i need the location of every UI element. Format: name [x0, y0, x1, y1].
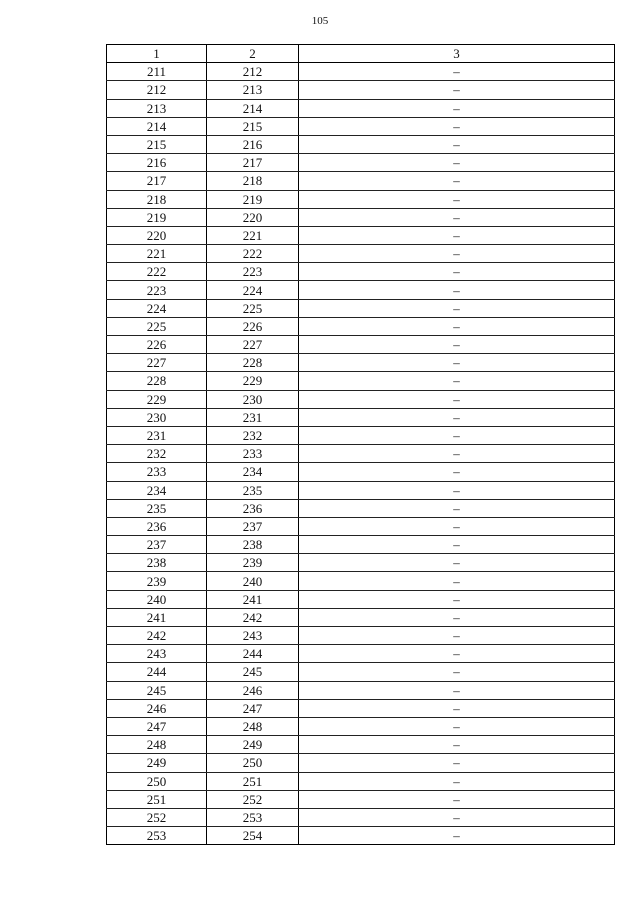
table-cell-col-1: 239	[107, 572, 207, 590]
table-cell-col-3: –	[299, 154, 615, 172]
table-cell-col-3: –	[299, 408, 615, 426]
table-cell-col-3: –	[299, 281, 615, 299]
table-cell-col-1: 247	[107, 717, 207, 735]
table-cell-col-3: –	[299, 827, 615, 845]
table-cell-col-1: 226	[107, 336, 207, 354]
table-cell-col-1: 245	[107, 681, 207, 699]
table-row	[107, 263, 615, 281]
table-row	[107, 99, 615, 117]
table-cell-col-1: 249	[107, 754, 207, 772]
table-cell-col-3: –	[299, 190, 615, 208]
table-cell-col-2: 253	[207, 808, 299, 826]
table-cell-col-1: 236	[107, 517, 207, 535]
table-cell-col-1: 222	[107, 263, 207, 281]
table-cell-col-2: 252	[207, 790, 299, 808]
table-cell-col-2: 245	[207, 663, 299, 681]
table-cell-col-2: 231	[207, 408, 299, 426]
table-cell-col-1: 233	[107, 463, 207, 481]
table-cell-col-3: –	[299, 135, 615, 153]
table-cell-col-3: –	[299, 608, 615, 626]
table-cell-col-1: 251	[107, 790, 207, 808]
table-row	[107, 481, 615, 499]
table-row	[107, 736, 615, 754]
table-cell-col-2: 229	[207, 372, 299, 390]
table-row	[107, 390, 615, 408]
table-cell-col-2: 242	[207, 608, 299, 626]
table-row	[107, 208, 615, 226]
table-row	[107, 536, 615, 554]
table-cell-col-2: 215	[207, 117, 299, 135]
table-cell-col-3: –	[299, 63, 615, 81]
table-row	[107, 627, 615, 645]
table-cell-col-1: 234	[107, 481, 207, 499]
table-cell-col-2: 238	[207, 536, 299, 554]
table-row	[107, 499, 615, 517]
table-cell-col-2: 230	[207, 390, 299, 408]
table-cell-col-1: 248	[107, 736, 207, 754]
table-row	[107, 245, 615, 263]
table-row	[107, 590, 615, 608]
table-cell-col-1: 230	[107, 408, 207, 426]
table-body	[107, 63, 615, 845]
table-cell-col-3: –	[299, 717, 615, 735]
table-cell-col-1: 213	[107, 99, 207, 117]
table-cell-col-1: 227	[107, 354, 207, 372]
table-cell-col-1: 211	[107, 63, 207, 81]
table-row	[107, 190, 615, 208]
table-cell-col-2: 221	[207, 226, 299, 244]
table-cell-col-3: –	[299, 354, 615, 372]
table-cell-col-1: 238	[107, 554, 207, 572]
table-cell-col-2: 236	[207, 499, 299, 517]
table-row	[107, 608, 615, 626]
table-cell-col-2: 239	[207, 554, 299, 572]
table-cell-col-2: 241	[207, 590, 299, 608]
table-cell-col-3: –	[299, 517, 615, 535]
table-cell-col-2: 250	[207, 754, 299, 772]
table-cell-col-1: 250	[107, 772, 207, 790]
table-cell-col-2: 218	[207, 172, 299, 190]
table-cell-col-2: 232	[207, 426, 299, 444]
table-cell-col-2: 249	[207, 736, 299, 754]
table-row	[107, 135, 615, 153]
table-cell-col-3: –	[299, 208, 615, 226]
table-cell-col-1: 235	[107, 499, 207, 517]
table-row	[107, 772, 615, 790]
table-cell-col-1: 220	[107, 226, 207, 244]
table-row	[107, 408, 615, 426]
table-row	[107, 372, 615, 390]
table-cell-col-1: 252	[107, 808, 207, 826]
table-row	[107, 226, 615, 244]
table-cell-col-1: 243	[107, 645, 207, 663]
table-cell-col-2: 220	[207, 208, 299, 226]
table-cell-col-1: 240	[107, 590, 207, 608]
header-row	[107, 45, 615, 63]
table-cell-col-2: 246	[207, 681, 299, 699]
table-cell-col-3: –	[299, 554, 615, 572]
table-cell-col-2: 225	[207, 299, 299, 317]
table-cell-col-2: 227	[207, 336, 299, 354]
table-cell-col-2: 228	[207, 354, 299, 372]
table-cell-col-1: 216	[107, 154, 207, 172]
table-row	[107, 81, 615, 99]
table-row	[107, 172, 615, 190]
data-table	[106, 44, 615, 845]
table-row	[107, 445, 615, 463]
table-cell-col-2: 216	[207, 135, 299, 153]
table-row	[107, 154, 615, 172]
table-cell-col-3: –	[299, 426, 615, 444]
table-cell-col-3: –	[299, 572, 615, 590]
table-cell-col-1: 242	[107, 627, 207, 645]
table-row	[107, 317, 615, 335]
table-cell-col-3: –	[299, 299, 615, 317]
table-cell-col-3: –	[299, 117, 615, 135]
page-number: 105	[311, 15, 329, 27]
column-header-2: 2	[207, 45, 299, 63]
table-row	[107, 681, 615, 699]
table-cell-col-2: 248	[207, 717, 299, 735]
table-cell-col-3: –	[299, 772, 615, 790]
table-cell-col-1: 221	[107, 245, 207, 263]
table-cell-col-2: 233	[207, 445, 299, 463]
table-row	[107, 645, 615, 663]
table-cell-col-3: –	[299, 499, 615, 517]
table-cell-col-1: 219	[107, 208, 207, 226]
table-row	[107, 554, 615, 572]
table-cell-col-1: 223	[107, 281, 207, 299]
table-cell-col-3: –	[299, 226, 615, 244]
table-cell-col-2: 222	[207, 245, 299, 263]
table-cell-col-3: –	[299, 790, 615, 808]
table-row	[107, 426, 615, 444]
table-cell-col-3: –	[299, 317, 615, 335]
table-cell-col-2: 214	[207, 99, 299, 117]
table-cell-col-2: 244	[207, 645, 299, 663]
table-cell-col-3: –	[299, 663, 615, 681]
table-cell-col-1: 232	[107, 445, 207, 463]
table-cell-col-3: –	[299, 390, 615, 408]
table-cell-col-3: –	[299, 645, 615, 663]
table-cell-col-2: 254	[207, 827, 299, 845]
table-cell-col-3: –	[299, 445, 615, 463]
table-row	[107, 336, 615, 354]
table-cell-col-2: 223	[207, 263, 299, 281]
table-cell-col-3: –	[299, 536, 615, 554]
table-cell-col-3: –	[299, 590, 615, 608]
table-row	[107, 281, 615, 299]
table-cell-col-1: 237	[107, 536, 207, 554]
table-cell-col-3: –	[299, 263, 615, 281]
table-cell-col-2: 243	[207, 627, 299, 645]
table-row	[107, 572, 615, 590]
table-row	[107, 663, 615, 681]
table-row	[107, 63, 615, 81]
table-cell-col-2: 212	[207, 63, 299, 81]
table-cell-col-3: –	[299, 754, 615, 772]
table-row	[107, 354, 615, 372]
table-cell-col-1: 217	[107, 172, 207, 190]
table-cell-col-3: –	[299, 172, 615, 190]
column-header-3: 3	[299, 45, 615, 63]
table-cell-col-1: 241	[107, 608, 207, 626]
table-cell-col-1: 218	[107, 190, 207, 208]
table-cell-col-3: –	[299, 681, 615, 699]
table-cell-col-3: –	[299, 81, 615, 99]
table-cell-col-3: –	[299, 372, 615, 390]
table-cell-col-3: –	[299, 808, 615, 826]
column-header-1: 1	[107, 45, 207, 63]
table-cell-col-2: 217	[207, 154, 299, 172]
table-row	[107, 790, 615, 808]
table-cell-col-2: 247	[207, 699, 299, 717]
table-cell-col-1: 215	[107, 135, 207, 153]
table-cell-col-1: 228	[107, 372, 207, 390]
table-cell-col-1: 214	[107, 117, 207, 135]
table-cell-col-2: 240	[207, 572, 299, 590]
table-cell-col-2: 213	[207, 81, 299, 99]
table-row	[107, 717, 615, 735]
table-cell-col-1: 253	[107, 827, 207, 845]
table-header	[107, 45, 615, 63]
table-row	[107, 754, 615, 772]
table-cell-col-3: –	[299, 699, 615, 717]
table-cell-col-1: 224	[107, 299, 207, 317]
table-cell-col-2: 226	[207, 317, 299, 335]
table-cell-col-3: –	[299, 463, 615, 481]
table-row	[107, 117, 615, 135]
table-cell-col-3: –	[299, 481, 615, 499]
table-row	[107, 699, 615, 717]
table-row	[107, 299, 615, 317]
table-cell-col-1: 231	[107, 426, 207, 444]
table-cell-col-1: 244	[107, 663, 207, 681]
table-cell-col-3: –	[299, 245, 615, 263]
table-cell-col-1: 246	[107, 699, 207, 717]
table-cell-col-2: 234	[207, 463, 299, 481]
table-cell-col-2: 251	[207, 772, 299, 790]
table-row	[107, 517, 615, 535]
table-cell-col-1: 212	[107, 81, 207, 99]
table-row	[107, 827, 615, 845]
table-cell-col-1: 225	[107, 317, 207, 335]
table-cell-col-2: 224	[207, 281, 299, 299]
table-cell-col-3: –	[299, 99, 615, 117]
table-row	[107, 463, 615, 481]
table-cell-col-3: –	[299, 627, 615, 645]
table-cell-col-3: –	[299, 736, 615, 754]
table-row	[107, 808, 615, 826]
table-cell-col-2: 219	[207, 190, 299, 208]
table-cell-col-1: 229	[107, 390, 207, 408]
table-cell-col-3: –	[299, 336, 615, 354]
table-cell-col-2: 235	[207, 481, 299, 499]
table-cell-col-2: 237	[207, 517, 299, 535]
